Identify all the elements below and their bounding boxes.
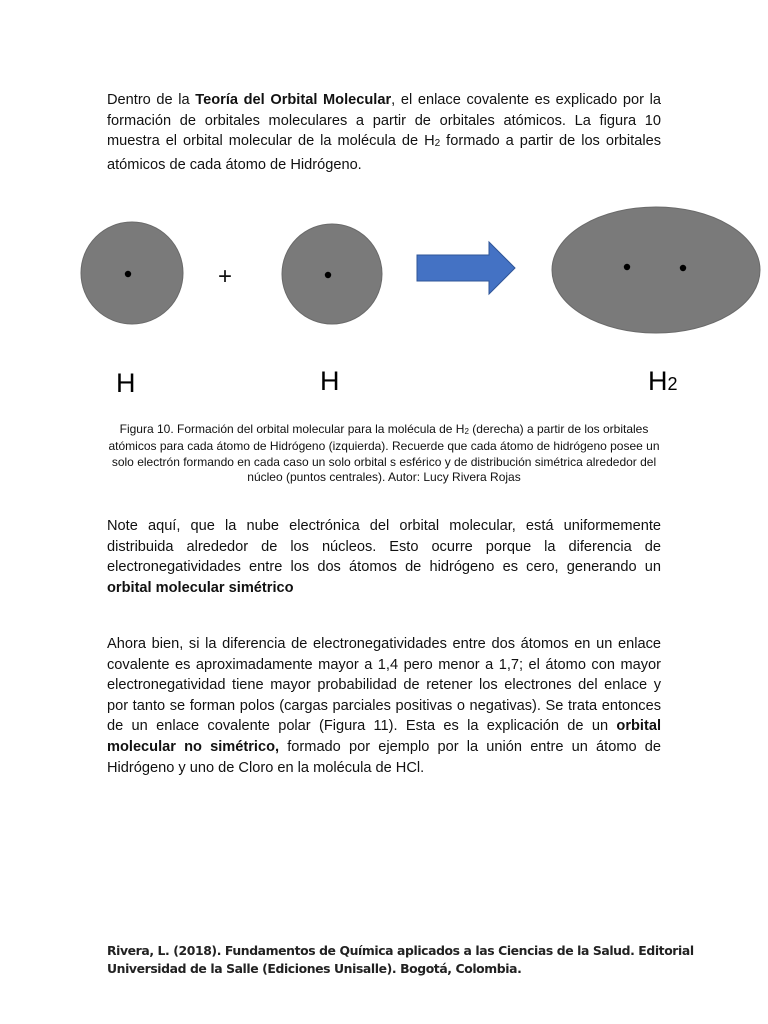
intro-text-1: Dentro de la bbox=[107, 92, 196, 108]
symmetric-bold-term: orbital molecular simétrico bbox=[107, 579, 294, 596]
asymmetric-paragraph bbox=[107, 634, 661, 778]
label-hydrogen-left: H bbox=[116, 368, 136, 398]
figure-caption bbox=[100, 422, 668, 485]
molecular-orbital-h2 bbox=[552, 207, 760, 333]
bibliographic-reference: Rivera, L. (2018). Fundamentos de Química aplicados a las Ciencias de la Salud. Editorial Universidad de la Salle (Ediciones Unisalle). Bogotá, Colombia. bbox=[107, 943, 694, 976]
caption-text-1: Figura 10. Formación del orbital molecular para la molécula de H bbox=[119, 422, 465, 436]
intro-paragraph bbox=[107, 90, 661, 175]
electron-molecular-2 bbox=[680, 265, 686, 271]
label-hydrogen-right: H bbox=[320, 366, 340, 396]
asymmetric-text-2: formado por ejemplo por la unión entre un átomo de Hidrógeno y uno de Cloro en la molécula de HCl. bbox=[107, 738, 662, 776]
electron-molecular-1 bbox=[624, 264, 630, 270]
caption-text-2: (derecha) a partir de los orbitales atómicos para cada átomo de Hidrógeno (izquierda). Recuerde que cada átomo de hidrógeno posee un solo electrón formando en cada caso un solo orbital s esférico y de distribución simétrica alrededor del núcleo (puntos centrales). Autor: Lucy Rivera Rojas bbox=[108, 422, 660, 484]
intro-subscript: 2 bbox=[434, 138, 441, 150]
electron-left bbox=[125, 271, 131, 277]
hydrogen-orbital-right bbox=[282, 224, 382, 324]
caption-subscript: 2 bbox=[464, 427, 469, 436]
electron-right bbox=[325, 272, 331, 278]
symmetric-text: Note aquí, que la nube electrónica del orbital molecular, está uniformemente distribuida alrededor de los núcleos. Esto ocurre porque la diferencia de electronegatividades entre los dos átomos de hidrógeno es cero, generando un bbox=[107, 518, 661, 576]
label-h2-subscript: 2 bbox=[667, 374, 678, 394]
hydrogen-orbital-left bbox=[81, 222, 183, 324]
asymmetric-bold-term: orbital molecular no simétrico, bbox=[107, 718, 661, 755]
intro-text-2: , el enlace covalente es explicado por la formación de orbitales moleculares a partir de orbitales atómicos. La figura 10 muestra el orbital molecular de la molécula de H bbox=[107, 92, 661, 150]
symmetric-paragraph bbox=[107, 516, 661, 598]
asymmetric-text-1: Ahora bien, si la diferencia de electronegatividades entre dos átomos en un enlace covalente es aproximadamente mayor a 1,4 pero menor a 1,7; el átomo con mayor electronegatividad tiene mayor probabilidad de retener los electrones del enlace y por tanto se forman polos (cargas parciales positivas o negativas). Se trata entonces de un enlace covalente polar (Figura 11). Esta es la explicación de un bbox=[107, 636, 661, 735]
reaction-arrow bbox=[417, 242, 515, 294]
label-h2-letter: H bbox=[648, 366, 668, 396]
intro-text-3: formado a partir de los orbitales atómicos de cada átomo de Hidrógeno. bbox=[107, 133, 661, 173]
intro-bold-term: Teoría del Orbital Molecular bbox=[195, 92, 392, 108]
plus-sign: + bbox=[218, 263, 233, 290]
label-h2-molecule bbox=[648, 366, 678, 399]
